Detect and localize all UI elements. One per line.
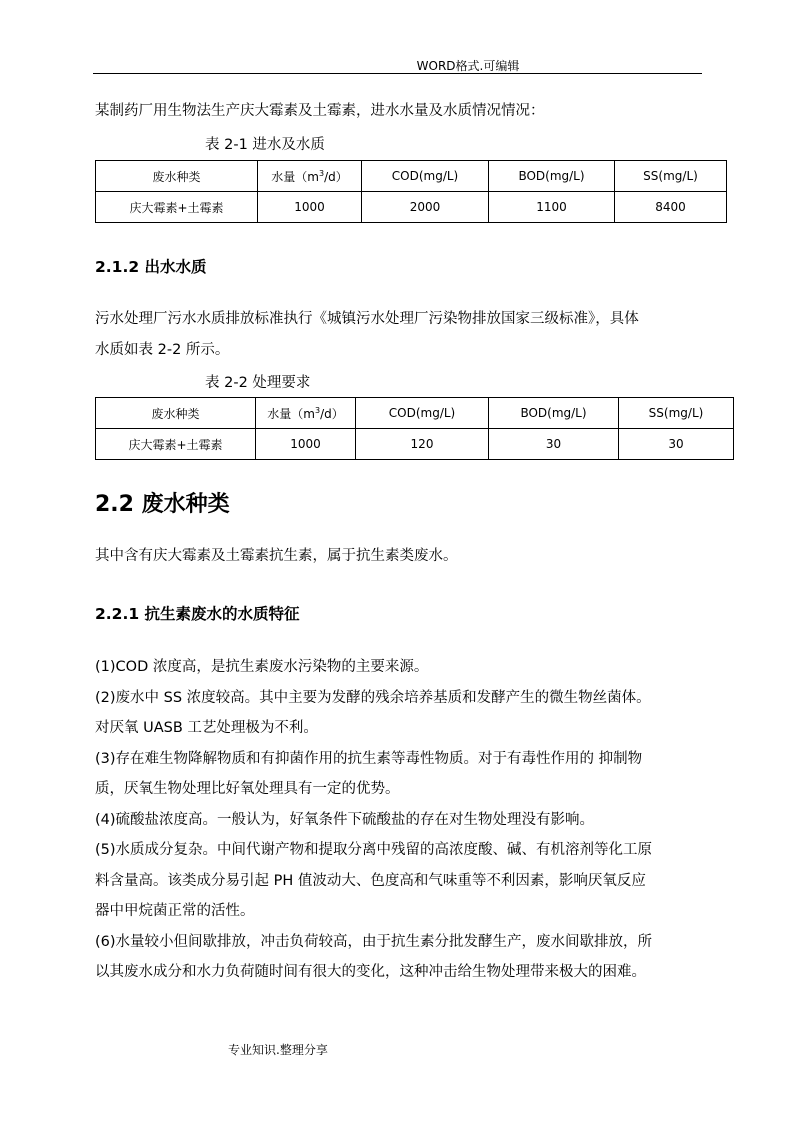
table-row	[96, 429, 734, 460]
header-cell: 废水种类	[96, 161, 258, 192]
page-header: WORD格式.可编辑	[416, 59, 520, 73]
list-line: 以其废水成分和水力负荷随时间有很大的变化，这种冲击给生物处理带来极大的困难。	[95, 964, 646, 980]
paragraph-line: 污水处理厂污水水质排放标准执行《城镇污水处理厂污染物排放国家三级标准》，具体	[95, 311, 639, 327]
table-cell: 1000	[258, 192, 362, 223]
table-cell: 1000	[256, 429, 356, 460]
header-cell: SS(mg/L)	[619, 398, 734, 429]
list-line: 对厌氧 UASB 工艺处理极为不利。	[95, 720, 318, 736]
header-cell: BOD(mg/L)	[489, 161, 615, 192]
table-cell: 庆大霉素+土霉素	[96, 192, 258, 223]
table-inflow-quality	[95, 160, 727, 223]
list-line: (1)COD 浓度高，是抗生素废水污染物的主要来源。	[95, 659, 429, 675]
table-cell: 庆大霉素+土霉素	[96, 429, 256, 460]
page-footer: 专业知识.整理分享	[228, 1043, 328, 1057]
table-cell: 120	[356, 429, 489, 460]
list-line: 质，厌氧生物处理比好氧处理具有一定的优势。	[95, 781, 400, 797]
list-line: (5)水质成分复杂。中间代谢产物和提取分离中残留的高浓度酸、碱、有机溶剂等化工原	[95, 842, 653, 858]
header-cell: BOD(mg/L)	[489, 398, 619, 429]
header-cell-flow: 水量$(m^3/d)$	[258, 161, 362, 192]
list-line: (2)废水中 SS 浓度较高。其中主要为发酵的残余培养基质和发酵产生的微生物丝菌体。	[95, 689, 651, 706]
list-line: (6)水量较小但间歇排放，冲击负荷较高，由于抗生素分批发酵生产，废水间歇排放，所	[95, 933, 653, 950]
header-cell: SS(mg/L)	[615, 161, 727, 192]
table-cell: 1100	[489, 192, 615, 223]
table-row	[96, 192, 727, 223]
header-cell: COD(mg/L)	[356, 398, 489, 429]
header-rule	[93, 73, 702, 74]
section-heading-2-2: 2.2 废水种类	[95, 492, 230, 517]
list-line: 料含量高。该类成分易引起 PH 值波动大、色度高和气味重等不利因素，影响厌氧反应	[95, 872, 646, 889]
section-heading-2-1-2: 2.1.2 出水水质	[95, 258, 207, 276]
table-cell: 2000	[362, 192, 489, 223]
paragraph-line: 其中含有庆大霉素及土霉素抗生素，属于抗生素类废水。	[95, 548, 458, 564]
paragraph-line: 水质如表 2-2 所示。	[95, 342, 230, 358]
table-header-row	[96, 398, 734, 429]
table-cell: 8400	[615, 192, 727, 223]
table1-caption: 表 2-1 进水及水质	[205, 137, 325, 153]
header-cell: 废水种类	[96, 398, 256, 429]
table-treatment-requirements	[95, 397, 734, 460]
table-cell: 30	[619, 429, 734, 460]
table2-caption: 表 2-2 处理要求	[205, 375, 311, 391]
list-line: (3)存在难生物降解物质和有抑菌作用的抗生素等毒性物质。对于有毒性作用的 抑制物	[95, 750, 643, 767]
list-line: 器中甲烷菌正常的活性。	[95, 903, 255, 919]
water-quality-features-list	[95, 652, 705, 988]
list-line: (4)硫酸盐浓度高。一般认为，好氧条件下硫酸盐的存在对生物处理没有影响。	[95, 811, 595, 828]
section-heading-2-2-1: 2.2.1 抗生素废水的水质特征	[95, 605, 300, 623]
intro-paragraph: 某制药厂用生物法生产庆大霉素及土霉素，进水水量及水质情况情况：	[95, 103, 545, 119]
header-cell-flow: 水量$(m^3/d)$	[256, 398, 356, 429]
header-cell: COD(mg/L)	[362, 161, 489, 192]
table-cell: 30	[489, 429, 619, 460]
table-header-row	[96, 161, 727, 192]
